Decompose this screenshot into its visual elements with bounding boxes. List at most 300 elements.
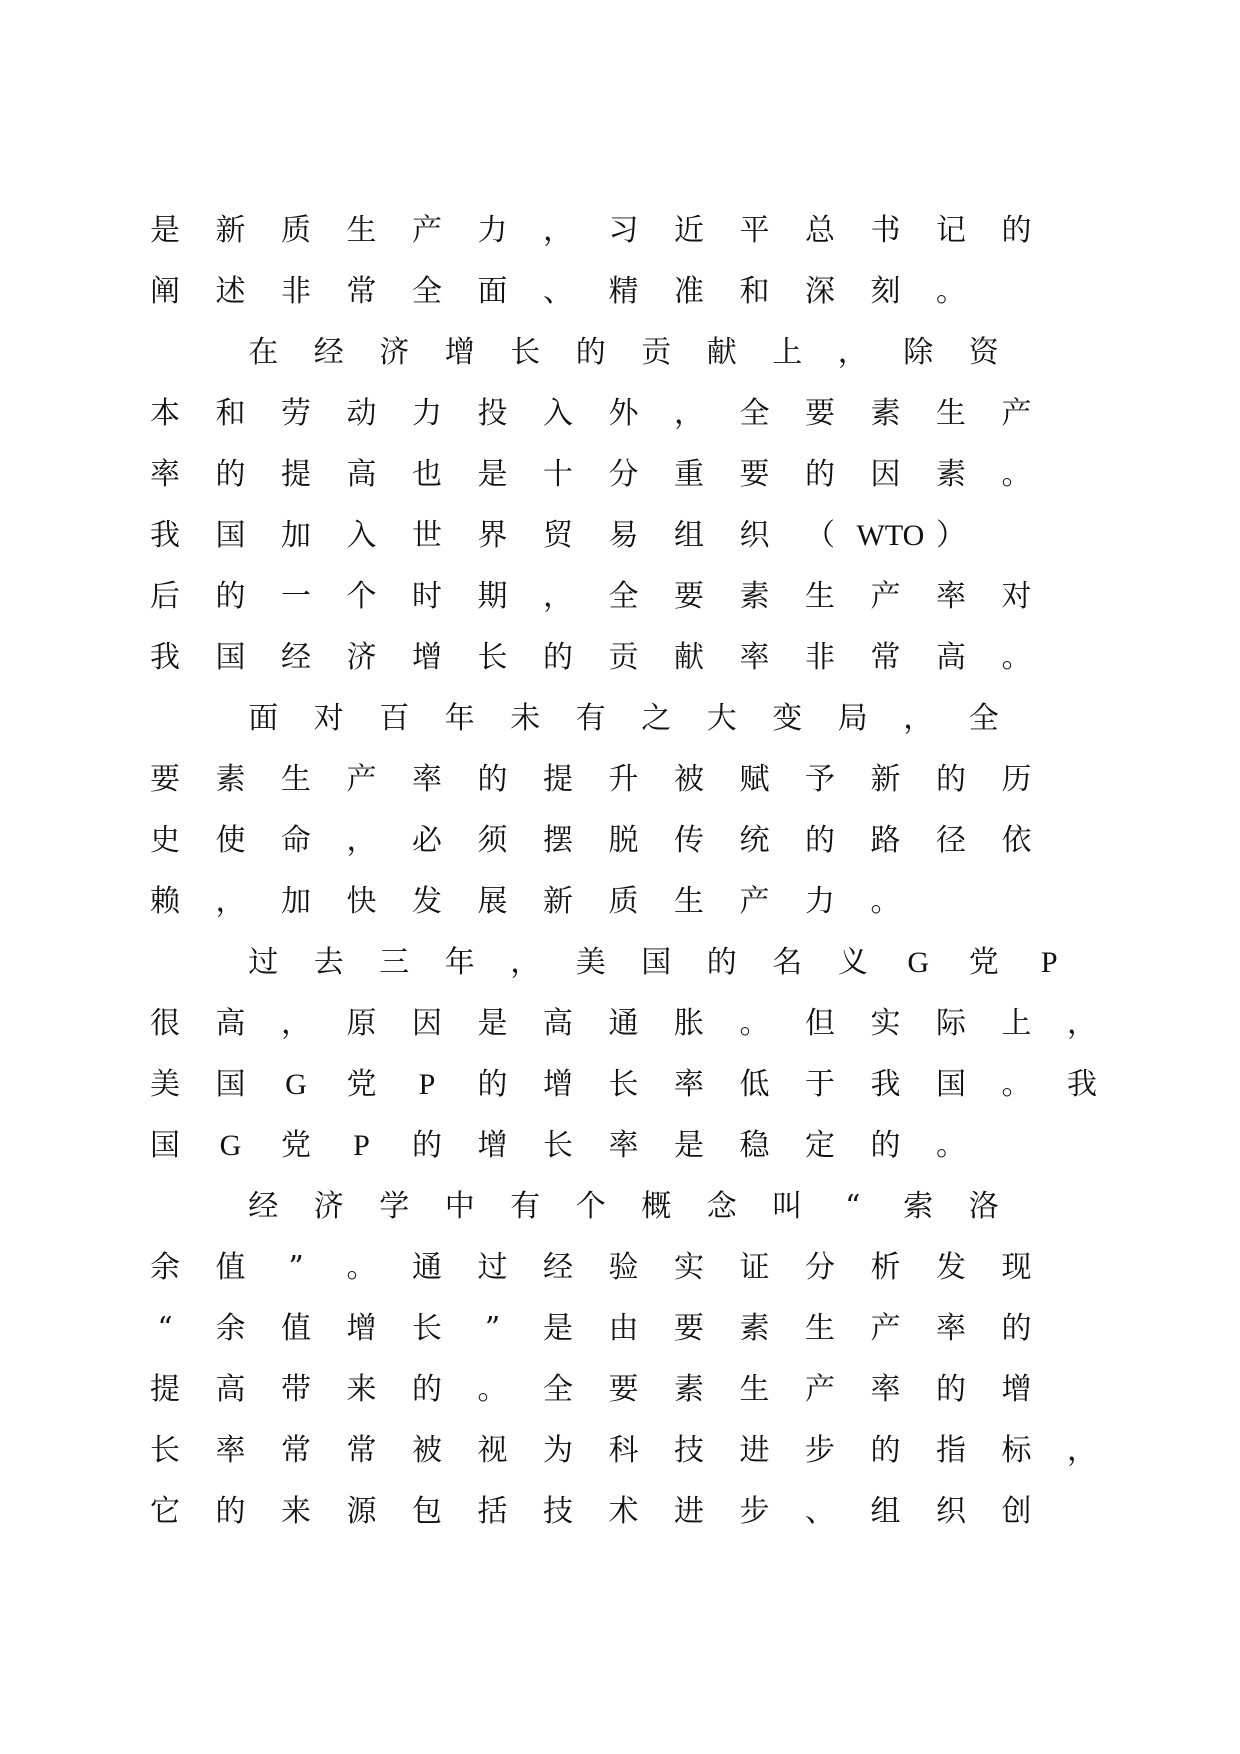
glyph: 三 xyxy=(379,945,410,980)
glyph: 径 xyxy=(936,823,966,858)
glyph: 长 xyxy=(543,1128,573,1163)
glyph: 经 xyxy=(543,1250,573,1285)
glyph: 际 xyxy=(936,1006,966,1041)
glyph: 国 xyxy=(150,1128,180,1163)
glyph: 常 xyxy=(281,1433,311,1468)
glyph: G xyxy=(285,1068,307,1101)
glyph: 发 xyxy=(412,884,442,919)
glyph: 产 xyxy=(739,884,770,919)
glyph: 展 xyxy=(477,884,508,919)
glyph: 增 xyxy=(1001,1372,1032,1407)
glyph: 的 xyxy=(575,335,606,370)
glyph: 我 xyxy=(150,640,180,675)
glyph: 低 xyxy=(739,1067,770,1102)
glyph: 的 xyxy=(870,1433,901,1468)
glyph: 升 xyxy=(608,762,639,797)
glyph: 赖 xyxy=(150,884,180,919)
glyph: 长 xyxy=(412,1311,442,1346)
glyph: ” xyxy=(288,1250,304,1285)
glyph: 阐 xyxy=(150,274,180,309)
glyph: 括 xyxy=(477,1494,508,1529)
glyph: 平 xyxy=(739,213,770,248)
text-line-12 xyxy=(0,871,1240,933)
glyph: 的 xyxy=(936,762,966,797)
glyph: 带 xyxy=(281,1372,311,1407)
glyph: 素 xyxy=(215,762,246,797)
glyph: 进 xyxy=(674,1494,704,1529)
glyph: 贡 xyxy=(641,335,672,370)
glyph: 析 xyxy=(870,1250,901,1285)
glyph: 也 xyxy=(412,457,442,492)
glyph: 分 xyxy=(805,1250,835,1285)
glyph: 加 xyxy=(281,518,311,553)
glyph: WTO xyxy=(856,519,925,552)
glyph: 脱 xyxy=(608,823,639,858)
glyph: 组 xyxy=(674,518,704,553)
glyph: 去 xyxy=(313,945,344,980)
glyph: 要 xyxy=(674,1311,704,1346)
glyph: 。 xyxy=(1001,457,1032,492)
text-line-13 xyxy=(0,932,1240,994)
glyph: （ xyxy=(805,518,835,553)
glyph: 率 xyxy=(739,640,770,675)
glyph: 党 xyxy=(281,1128,311,1163)
glyph: 于 xyxy=(805,1067,835,1102)
glyph: 实 xyxy=(674,1250,704,1285)
glyph: 的 xyxy=(477,1067,508,1102)
glyph: 由 xyxy=(608,1311,639,1346)
glyph: 全 xyxy=(968,701,999,736)
glyph: 要 xyxy=(739,457,770,492)
glyph: ， xyxy=(674,396,704,431)
glyph: 余 xyxy=(150,1250,180,1285)
glyph: 述 xyxy=(215,274,246,309)
glyph: 济 xyxy=(379,335,410,370)
glyph: 提 xyxy=(281,457,311,492)
glyph: 党 xyxy=(968,945,999,980)
glyph: 率 xyxy=(150,457,180,492)
glyph: 技 xyxy=(674,1433,704,1468)
glyph: 全 xyxy=(412,274,442,309)
glyph: 索 xyxy=(903,1189,934,1224)
glyph: 党 xyxy=(346,1067,377,1102)
glyph: 学 xyxy=(379,1189,410,1224)
glyph: 对 xyxy=(1001,579,1032,614)
glyph: 精 xyxy=(608,274,639,309)
glyph: 劳 xyxy=(281,396,311,431)
glyph: 国 xyxy=(936,1067,966,1102)
glyph: 率 xyxy=(870,1372,901,1407)
glyph: 的 xyxy=(870,1128,901,1163)
glyph: 百 xyxy=(379,701,410,736)
glyph: 资 xyxy=(968,335,999,370)
glyph: 值 xyxy=(215,1250,246,1285)
glyph: 常 xyxy=(870,640,901,675)
glyph: 个 xyxy=(346,579,377,614)
glyph: 概 xyxy=(641,1189,672,1224)
glyph: P xyxy=(353,1129,370,1162)
glyph: 大 xyxy=(706,701,737,736)
glyph: 标 xyxy=(1001,1433,1032,1468)
text-line-1 xyxy=(0,200,1240,262)
glyph: 新 xyxy=(543,884,573,919)
glyph: 年 xyxy=(444,701,475,736)
glyph: 外 xyxy=(608,396,639,431)
glyph: 要 xyxy=(150,762,180,797)
glyph: 增 xyxy=(412,640,442,675)
glyph: 美 xyxy=(150,1067,180,1102)
glyph: 胀 xyxy=(674,1006,704,1041)
glyph: 率 xyxy=(936,579,966,614)
glyph: 依 xyxy=(1001,823,1032,858)
glyph: 念 xyxy=(706,1189,737,1224)
glyph: 高 xyxy=(936,640,966,675)
glyph: 生 xyxy=(805,579,835,614)
text-line-17 xyxy=(0,1176,1240,1238)
glyph: 刻 xyxy=(870,274,901,309)
glyph: 国 xyxy=(215,518,246,553)
glyph: 赋 xyxy=(739,762,770,797)
glyph: 素 xyxy=(936,457,966,492)
glyph: 产 xyxy=(412,213,442,248)
glyph: 的 xyxy=(1001,1311,1032,1346)
text-line-19 xyxy=(0,1298,1240,1360)
glyph: 新 xyxy=(215,213,246,248)
glyph: 动 xyxy=(346,396,377,431)
glyph: 织 xyxy=(739,518,770,553)
glyph: 我 xyxy=(150,518,180,553)
glyph: 产 xyxy=(805,1372,835,1407)
glyph: ， xyxy=(346,823,377,858)
glyph: ， xyxy=(837,335,868,370)
glyph: 的 xyxy=(543,640,573,675)
glyph: 定 xyxy=(805,1128,835,1163)
text-line-5 xyxy=(0,444,1240,506)
glyph: 后 xyxy=(150,579,180,614)
glyph: 过 xyxy=(248,945,279,980)
glyph: 总 xyxy=(805,213,835,248)
glyph: 国 xyxy=(215,640,246,675)
glyph: 未 xyxy=(510,701,541,736)
glyph: G xyxy=(907,946,930,979)
glyph: 。 xyxy=(1001,1067,1032,1102)
glyph: 产 xyxy=(346,762,377,797)
glyph: 率 xyxy=(608,1128,639,1163)
glyph: 增 xyxy=(477,1128,508,1163)
glyph: 验 xyxy=(608,1250,639,1285)
glyph: 习 xyxy=(608,213,639,248)
text-line-15 xyxy=(0,1054,1240,1116)
glyph: ， xyxy=(543,213,573,248)
glyph: 在 xyxy=(248,335,279,370)
glyph: 传 xyxy=(674,823,704,858)
glyph: 因 xyxy=(412,1006,442,1041)
glyph: 的 xyxy=(412,1372,442,1407)
glyph: 洛 xyxy=(968,1189,999,1224)
glyph: 原 xyxy=(346,1006,377,1041)
glyph: 十 xyxy=(543,457,573,492)
text-line-2 xyxy=(0,261,1240,323)
text-line-9 xyxy=(0,688,1240,750)
glyph: 现 xyxy=(1001,1250,1032,1285)
glyph: 。 xyxy=(477,1372,508,1407)
glyph: 常 xyxy=(346,1433,377,1468)
glyph: ， xyxy=(903,701,934,736)
glyph: 世 xyxy=(412,518,442,553)
glyph: 率 xyxy=(412,762,442,797)
glyph: 素 xyxy=(674,1372,704,1407)
glyph: ” xyxy=(484,1311,501,1346)
glyph: 证 xyxy=(739,1250,770,1285)
glyph: 年 xyxy=(444,945,475,980)
glyph: 有 xyxy=(510,1189,541,1224)
glyph: 是 xyxy=(477,1006,508,1041)
glyph: P xyxy=(1040,946,1058,979)
glyph: 记 xyxy=(936,213,966,248)
glyph: 。 xyxy=(936,1128,966,1163)
glyph: ， xyxy=(215,884,246,919)
glyph: 通 xyxy=(608,1006,639,1041)
glyph: 我 xyxy=(1067,1067,1097,1102)
text-line-16 xyxy=(0,1115,1240,1177)
glyph: 叫 xyxy=(772,1189,803,1224)
glyph: 的 xyxy=(215,1494,246,1529)
glyph: 的 xyxy=(805,823,835,858)
glyph: 时 xyxy=(412,579,442,614)
glyph: 变 xyxy=(772,701,803,736)
text-line-20 xyxy=(0,1359,1240,1421)
glyph: 。 xyxy=(346,1250,377,1285)
glyph: 济 xyxy=(346,640,377,675)
glyph: 国 xyxy=(215,1067,246,1102)
text-line-6 xyxy=(0,505,1240,567)
glyph: 发 xyxy=(936,1250,966,1285)
glyph: 被 xyxy=(674,762,704,797)
glyph: 素 xyxy=(870,396,901,431)
glyph: 个 xyxy=(575,1189,606,1224)
glyph: 济 xyxy=(313,1189,344,1224)
glyph: 全 xyxy=(608,579,639,614)
glyph: 名 xyxy=(772,945,803,980)
glyph: 高 xyxy=(543,1006,573,1041)
glyph: 质 xyxy=(281,213,311,248)
glyph: 重 xyxy=(674,457,704,492)
glyph: 非 xyxy=(281,274,311,309)
glyph: 义 xyxy=(837,945,868,980)
glyph: 素 xyxy=(739,1311,770,1346)
glyph: 要 xyxy=(608,1372,639,1407)
glyph: 的 xyxy=(1001,213,1032,248)
text-line-8 xyxy=(0,627,1240,689)
glyph: 很 xyxy=(150,1006,180,1041)
glyph: 为 xyxy=(543,1433,573,1468)
glyph: 高 xyxy=(215,1006,246,1041)
glyph: 提 xyxy=(150,1372,180,1407)
glyph: 步 xyxy=(805,1433,835,1468)
glyph: 步 xyxy=(739,1494,770,1529)
glyph: 面 xyxy=(248,701,279,736)
glyph: 长 xyxy=(477,640,508,675)
glyph: 的 xyxy=(215,579,246,614)
glyph: 来 xyxy=(281,1494,311,1529)
glyph: 质 xyxy=(608,884,639,919)
glyph: 产 xyxy=(870,1311,901,1346)
glyph: 我 xyxy=(870,1067,901,1102)
glyph: 率 xyxy=(674,1067,704,1102)
glyph: G xyxy=(219,1129,242,1162)
glyph: 路 xyxy=(870,823,901,858)
glyph: 、 xyxy=(805,1494,835,1529)
glyph: 生 xyxy=(936,396,966,431)
glyph: 献 xyxy=(706,335,737,370)
glyph: 中 xyxy=(444,1189,475,1224)
glyph: 力 xyxy=(477,213,508,248)
glyph: 高 xyxy=(346,457,377,492)
glyph: 被 xyxy=(412,1433,442,1468)
glyph: 之 xyxy=(641,701,672,736)
glyph: 生 xyxy=(805,1311,835,1346)
glyph: 近 xyxy=(674,213,704,248)
glyph: 和 xyxy=(215,396,246,431)
glyph: 新 xyxy=(870,762,901,797)
glyph: 投 xyxy=(477,396,508,431)
text-line-10 xyxy=(0,749,1240,811)
glyph: 术 xyxy=(608,1494,639,1529)
glyph: 期 xyxy=(477,579,508,614)
glyph: 视 xyxy=(477,1433,508,1468)
glyph: 须 xyxy=(477,823,508,858)
glyph: 。 xyxy=(739,1006,770,1041)
glyph: 书 xyxy=(870,213,901,248)
glyph: 。 xyxy=(936,274,966,309)
glyph: 易 xyxy=(608,518,639,553)
glyph: 史 xyxy=(150,823,180,858)
glyph: 长 xyxy=(510,335,541,370)
text-line-4 xyxy=(0,383,1240,445)
glyph: 经 xyxy=(281,640,311,675)
glyph: 力 xyxy=(412,396,442,431)
text-line-18 xyxy=(0,1237,1240,1299)
glyph: 长 xyxy=(150,1433,180,1468)
glyph: 创 xyxy=(1001,1494,1032,1529)
glyph: 。 xyxy=(870,884,901,919)
glyph: 历 xyxy=(1001,762,1032,797)
glyph: 国 xyxy=(641,945,672,980)
glyph: 生 xyxy=(346,213,377,248)
glyph: 长 xyxy=(608,1067,639,1102)
glyph: 非 xyxy=(805,640,835,675)
glyph: 的 xyxy=(412,1128,442,1163)
glyph: 使 xyxy=(215,823,246,858)
glyph: ， xyxy=(1067,1006,1097,1041)
glyph: 余 xyxy=(215,1311,246,1346)
glyph: 高 xyxy=(215,1372,246,1407)
text-line-14 xyxy=(0,993,1240,1055)
glyph: 产 xyxy=(870,579,901,614)
glyph: ， xyxy=(543,579,573,614)
glyph: 是 xyxy=(150,213,180,248)
glyph: 深 xyxy=(805,274,835,309)
glyph: 值 xyxy=(281,1311,311,1346)
glyph: 对 xyxy=(313,701,344,736)
glyph: 全 xyxy=(739,396,770,431)
glyph: 。 xyxy=(1001,640,1032,675)
glyph: 经 xyxy=(313,335,344,370)
glyph: ， xyxy=(1067,1433,1097,1468)
glyph: 界 xyxy=(477,518,508,553)
glyph: 常 xyxy=(346,274,377,309)
glyph: 是 xyxy=(477,457,508,492)
glyph: 、 xyxy=(543,274,573,309)
glyph: 生 xyxy=(281,762,311,797)
glyph: 增 xyxy=(346,1311,377,1346)
glyph: 和 xyxy=(739,274,770,309)
glyph: 本 xyxy=(150,396,180,431)
glyph: 经 xyxy=(248,1189,279,1224)
glyph: ， xyxy=(281,1006,311,1041)
glyph: 全 xyxy=(543,1372,573,1407)
glyph: 的 xyxy=(706,945,737,980)
glyph: 摆 xyxy=(543,823,573,858)
glyph: 但 xyxy=(805,1006,835,1041)
glyph: 稳 xyxy=(739,1128,770,1163)
glyph: 进 xyxy=(739,1433,770,1468)
glyph: 包 xyxy=(412,1494,442,1529)
glyph: 一 xyxy=(281,579,311,614)
glyph: 素 xyxy=(739,579,770,614)
glyph: 分 xyxy=(608,457,639,492)
glyph: 实 xyxy=(870,1006,901,1041)
glyph: 的 xyxy=(477,762,508,797)
glyph: 命 xyxy=(281,823,311,858)
glyph: 统 xyxy=(739,823,770,858)
glyph: 入 xyxy=(346,518,377,553)
glyph: 上 xyxy=(1001,1006,1032,1041)
glyph: 因 xyxy=(870,457,901,492)
glyph: 技 xyxy=(543,1494,573,1529)
glyph: 除 xyxy=(903,335,934,370)
glyph: 力 xyxy=(805,884,835,919)
glyph: 的 xyxy=(805,457,835,492)
glyph: 献 xyxy=(674,640,704,675)
glyph: 要 xyxy=(805,396,835,431)
glyph: 增 xyxy=(444,335,475,370)
glyph: 面 xyxy=(477,274,508,309)
text-line-11 xyxy=(0,810,1240,872)
glyph: 生 xyxy=(674,884,704,919)
glyph: 源 xyxy=(346,1494,377,1529)
glyph: 上 xyxy=(772,335,803,370)
glyph: P xyxy=(418,1068,436,1101)
glyph: 它 xyxy=(150,1494,180,1529)
glyph: “ xyxy=(157,1311,173,1346)
text-line-22 xyxy=(0,1481,1240,1543)
glyph: 组 xyxy=(870,1494,901,1529)
glyph: 必 xyxy=(412,823,442,858)
glyph: 予 xyxy=(805,762,835,797)
glyph: 是 xyxy=(674,1128,704,1163)
glyph: 织 xyxy=(936,1494,966,1529)
glyph: 要 xyxy=(674,579,704,614)
text-line-3 xyxy=(0,322,1240,384)
glyph: 率 xyxy=(936,1311,966,1346)
glyph: 通 xyxy=(412,1250,442,1285)
glyph: 局 xyxy=(837,701,868,736)
glyph: 提 xyxy=(543,762,573,797)
glyph: ， xyxy=(510,945,541,980)
glyph: 指 xyxy=(936,1433,966,1468)
glyph: “ xyxy=(845,1189,861,1224)
